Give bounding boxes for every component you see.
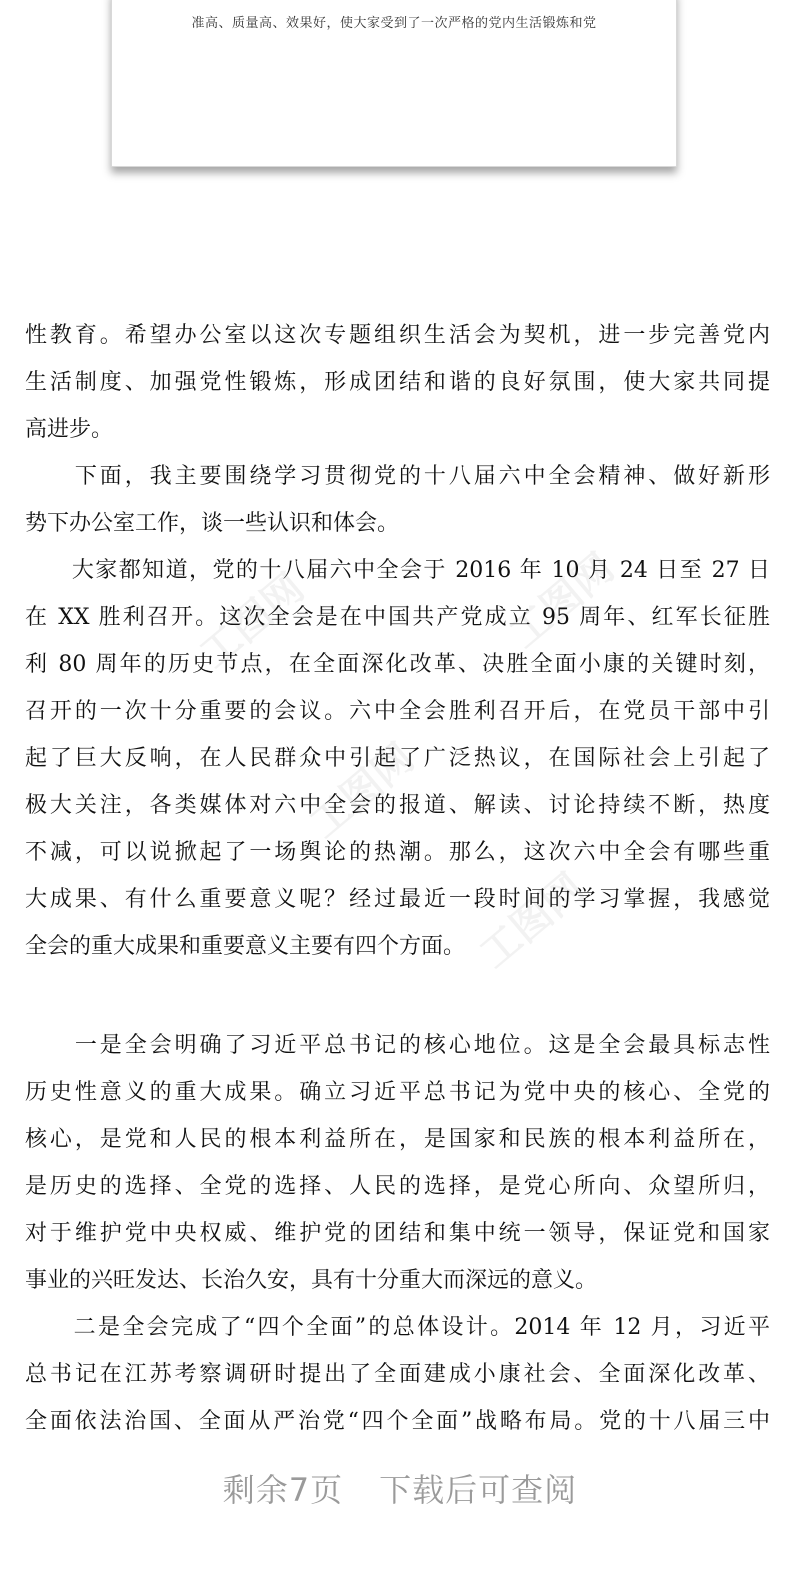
text-line: 性教育。希望办公室以这次专题组织生活会为契机，进一步完善党内 [25, 323, 770, 348]
text-line: 下面，我主要围绕学习贯彻党的十八届六中全会精神、做好新形 [25, 464, 770, 489]
text-line: 二是全会完成了“四个全面”的总体设计。2014 年 12 月，习近平 [25, 1315, 770, 1340]
download-to-view-label: 下载后可查阅 [379, 1471, 578, 1509]
text-line: 是历史的选择、全党的选择、人民的选择，是党心所向、众望所归， [25, 1174, 770, 1199]
text-line: 召开的一次十分重要的会议。六中全会胜利召开后，在党员干部中引 [25, 699, 770, 724]
text-line: 事业的兴旺发达、长治久安，具有十分重大而深远的意义。 [25, 1268, 598, 1293]
text-line: 极大关注，各类媒体对六中全会的报道、解读、讨论持续不断，热度 [25, 793, 770, 818]
text-line: 大家都知道，党的十八届六中全会于 2016 年 10 月 24 日至 27 日 [25, 558, 770, 583]
download-prompt[interactable] [0, 1465, 800, 1511]
text-line: 对于维护党中央权威、维护党的团结和集中统一领导，保证党和国家 [25, 1221, 770, 1246]
text-line: 全会的重大成果和重要意义主要有四个方面。 [25, 934, 466, 959]
text-line: 不减，可以说掀起了一场舆论的热潮。那么，这次六中全会有哪些重 [25, 840, 770, 865]
text-line: 一是全会明确了习近平总书记的核心地位。这是全会最具标志性 [25, 1033, 770, 1058]
text-line: 历史性意义的重大成果。确立习近平总书记为党中央的核心、全党的 [25, 1080, 770, 1105]
text-line: 高进步。 [25, 417, 114, 442]
watermark: 工图网 [301, 734, 423, 848]
text-line: 在 XX 胜利召开。这次全会是在中国共产党成立 95 周年、红军长征胜 [25, 605, 770, 630]
preview-text-line: 准高、质量高、效果好，使大家受到了一次严格的党内生活锻炼和党 [191, 16, 597, 31]
previous-page-preview [111, 0, 677, 167]
watermark: 工图网 [501, 544, 623, 658]
text-line: 核心，是党和人民的根本利益所在，是国家和民族的根本利益所在， [25, 1127, 770, 1152]
watermark: 工图网 [471, 864, 593, 978]
watermark: 工图网 [191, 564, 313, 678]
text-line: 总书记在江苏考察调研时提出了全面建成小康社会、全面深化改革、 [25, 1362, 770, 1387]
text-line: 起了巨大反响，在人民群众中引起了广泛热议，在国际社会上引起了 [25, 746, 770, 771]
text-line: 生活制度、加强党性锻炼，形成团结和谐的良好氛围，使大家共同提 [25, 370, 770, 395]
remaining-pages-label: 剩余7页 [222, 1471, 344, 1509]
text-line: 利 80 周年的历史节点，在全面深化改革、决胜全面小康的关键时刻， [25, 652, 770, 677]
text-line: 大成果、有什么重要意义呢？经过最近一段时间的学习掌握，我感觉 [25, 887, 770, 912]
text-line: 势下办公室工作，谈一些认识和体会。 [25, 511, 400, 536]
text-line: 全面依法治国、全面从严治党“四个全面”战略布局。党的十八届三中 [25, 1409, 770, 1434]
